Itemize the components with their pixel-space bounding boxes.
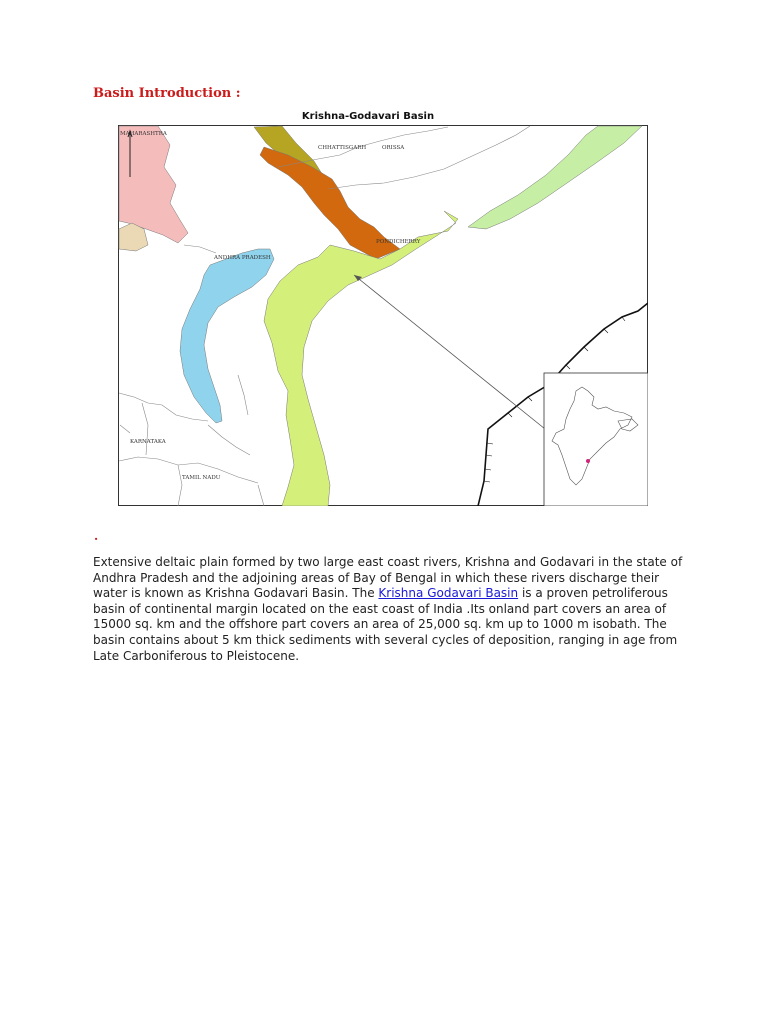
label-chhattisgarh: CHHATTISGARH xyxy=(318,145,367,151)
paragraph-text-start: Extensive deltaic plain formed by two large east coast rivers, Krishna and Godavari in the state of Andhra Pradesh and the adjoining areas of Bay of Bengal in which these rivers discharge their water is known as Krishna Godavari Basin. The xyxy=(93,555,683,601)
bullet-marker: . xyxy=(94,529,99,543)
label-pondicherry: PONDICHERRY xyxy=(376,239,421,245)
inset-map-frame xyxy=(544,373,648,506)
label-tamil-nadu: TAMIL NADU xyxy=(182,475,221,481)
map-title: Krishna-Godavari Basin xyxy=(301,111,435,122)
label-karnataka: KARNATAKA xyxy=(130,439,166,445)
label-andhra-pradesh: ANDHRA PRADESH xyxy=(214,255,271,261)
label-maharashtra: MAHARASHTRA xyxy=(120,131,167,137)
basin-map xyxy=(118,125,648,506)
basin-description xyxy=(93,555,683,664)
paragraph-text-end: is a proven petroliferous basin of continental margin located on the east coast of India .Its onland part covers an area of 15000 sq. km and the offshore part covers an area of 25,000 sq. km up to 1000 m isobath. The basin contains about 5 km thick sediments with several cycles of deposition, ranging in age from Late Carboniferous to Pleistocene. xyxy=(93,586,678,663)
section-heading: Basin Introduction : xyxy=(93,86,241,101)
label-orissa: ORISSA xyxy=(382,145,405,151)
basin-location-dot xyxy=(586,459,590,463)
krishna-godavari-basin-link[interactable]: Krishna Godavari Basin xyxy=(378,586,519,601)
